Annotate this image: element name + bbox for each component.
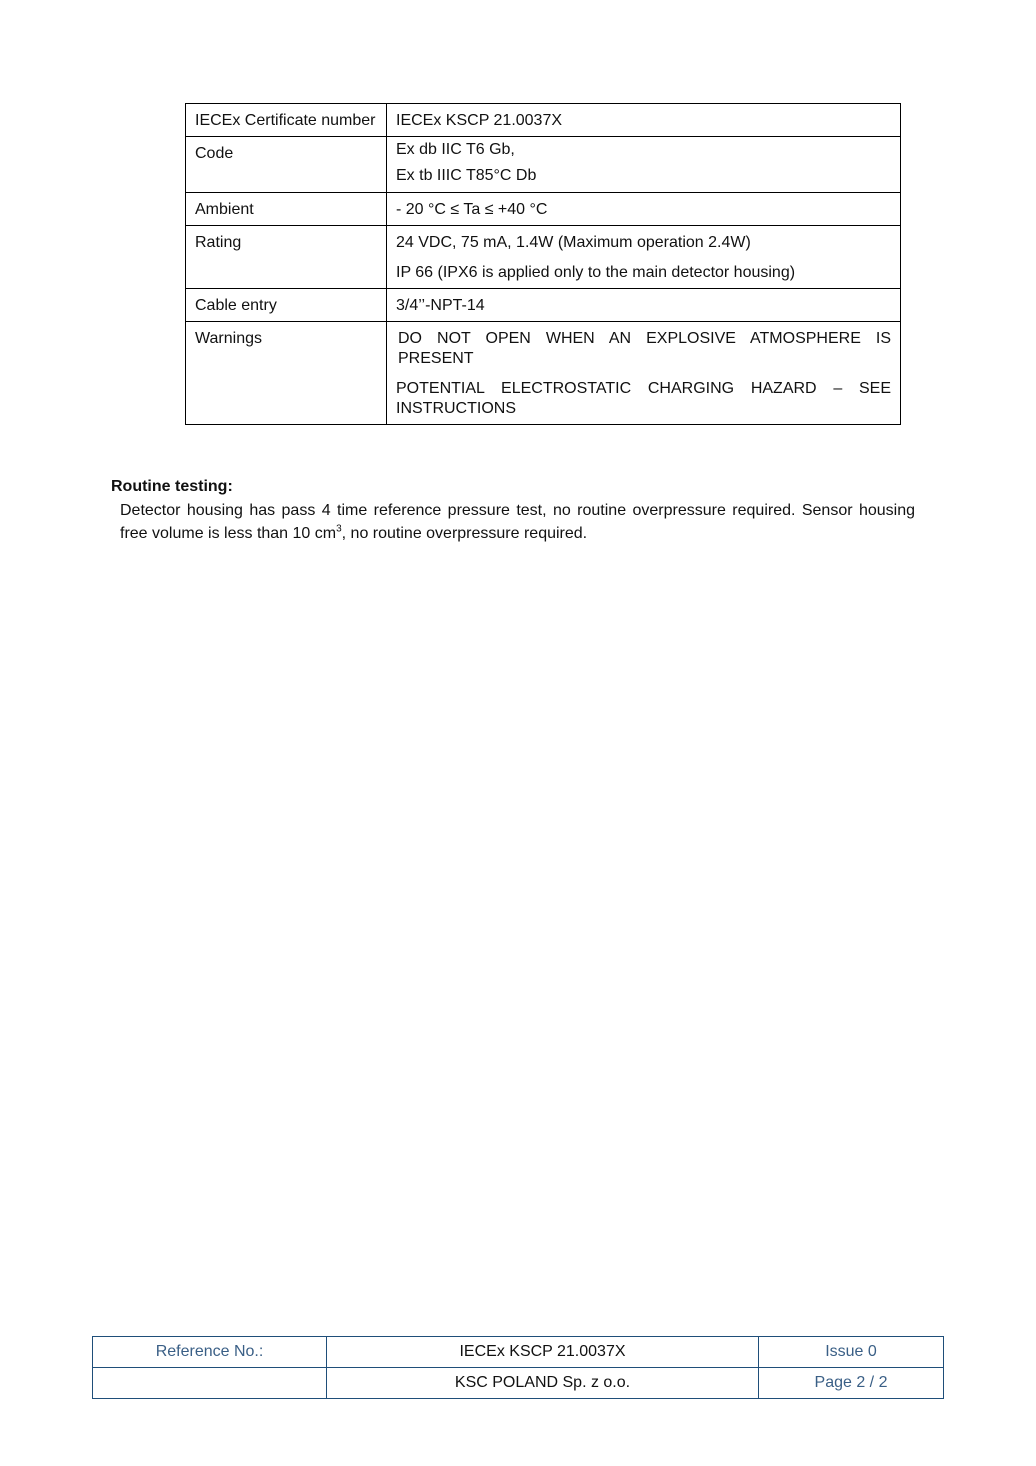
row-value xyxy=(387,226,901,289)
reference-label: Reference No.: xyxy=(93,1337,327,1368)
routine-testing-section xyxy=(111,477,915,545)
warning-line: PRESENT xyxy=(398,350,474,367)
table-row xyxy=(186,322,901,425)
row-value xyxy=(387,137,901,193)
paragraph-text: , no routine overpressure required. xyxy=(341,525,588,542)
row-label: Code xyxy=(186,137,387,193)
footer-row xyxy=(93,1368,944,1399)
table-row xyxy=(186,137,901,193)
table-row xyxy=(186,193,901,226)
row-label: Cable entry xyxy=(186,289,387,322)
row-label: Warnings xyxy=(186,322,387,425)
section-heading: Routine testing: xyxy=(111,478,233,495)
table-row xyxy=(186,289,901,322)
row-label: Rating xyxy=(186,226,387,289)
warning-line: POTENTIAL ELECTROSTATIC CHARGING HAZARD – SEE xyxy=(396,380,891,397)
certificate-spec-table xyxy=(185,103,901,425)
paragraph-text: Detector housing has pass 4 time reference pressure test, no routine overpressure required. Sensor housing free volume is less than 10 cm xyxy=(120,502,915,542)
rating-value-line: 24 VDC, 75 mA, 1.4W (Maximum operation 2.4W) xyxy=(396,234,751,251)
row-label: Ambient xyxy=(186,193,387,226)
warning-line: INSTRUCTIONS xyxy=(396,400,516,417)
code-value-line: Ex db IIC T6 Gb, xyxy=(396,141,515,158)
routine-testing-paragraph xyxy=(120,499,915,545)
rating-value-line: IP 66 (IPX6 is applied only to the main detector housing) xyxy=(396,264,796,281)
ambient-value: - 20 °C ≤ Ta ≤ +40 °C xyxy=(396,201,548,218)
table-row xyxy=(186,226,901,289)
issue-number: Issue 0 xyxy=(759,1337,944,1368)
certificate-number-value: IECEx KSCP 21.0037X xyxy=(396,112,563,129)
footer-row xyxy=(93,1337,944,1368)
code-value-line: Ex tb IIIC T85°C Db xyxy=(396,167,537,184)
certificate-number: IECEx KSCP 21.0037X xyxy=(327,1337,759,1368)
row-value xyxy=(387,289,901,322)
table-row xyxy=(186,104,901,137)
row-value xyxy=(387,193,901,226)
warning-text xyxy=(396,329,891,369)
warning-line: DO NOT OPEN WHEN AN EXPLOSIVE ATMOSPHERE IS xyxy=(398,330,891,347)
company-name: KSC POLAND Sp. z o.o. xyxy=(327,1368,759,1399)
document-footer xyxy=(92,1336,944,1399)
superscript: 3 xyxy=(336,523,342,535)
warning-text xyxy=(396,379,891,419)
empty-cell xyxy=(93,1368,327,1399)
row-value xyxy=(387,322,901,425)
cable-entry-value: 3/4’’-NPT-14 xyxy=(396,297,485,314)
page-number: Page 2 / 2 xyxy=(759,1368,944,1399)
row-label: IECEx Certificate number xyxy=(186,104,387,137)
row-value xyxy=(387,104,901,137)
